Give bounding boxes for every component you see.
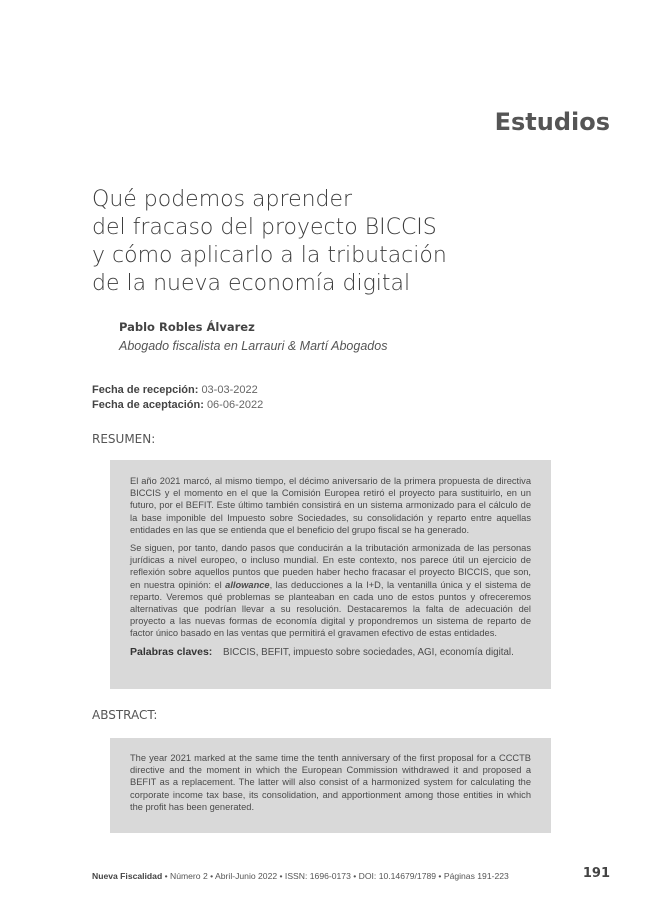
acceptance-value: 06-06-2022 [206, 399, 264, 411]
resumen-emphasis: allowance [225, 579, 270, 590]
reception-label: Fecha de recepción: [92, 384, 199, 396]
abstract-box [110, 738, 551, 833]
article-title [92, 186, 492, 298]
keywords-label: Palabras claves: [130, 645, 213, 658]
abstract-paragraph: The year 2021 marked at the same time the tenth anniversary of the first proposal for a CCCTB directive and the moment in which the European Commission withdrawed it and proposed a BEFIT as a replacement. The latter will also consist of a harmonized system for calculating the corporate income tax base, its consolidation, and apportionment among those entities in which the profit has been generated. [130, 753, 531, 812]
author-name: Pablo Robles Álvarez [119, 320, 255, 334]
dates-block [92, 383, 263, 413]
title-line: Qué podemos aprender [92, 187, 353, 212]
acceptance-date [92, 398, 263, 413]
author-affiliation: Abogado fiscalista en Larrauri & Martí Abogados [119, 339, 388, 353]
page-number: 191 [582, 866, 610, 881]
resumen-heading: RESUMEN: [92, 432, 156, 446]
title-line: y cómo aplicarlo a la tributación [92, 243, 447, 268]
resumen-box [110, 460, 551, 689]
resumen-text: Se siguen, por tanto, dando pasos que conducirán a la tributación armonizada de las personas jurídicas a nivel europeo, o incluso mundial. En este contexto, nos parece útil un ejercicio de reflexión sobre aquellos puntos que pueden haber hecho fracasar el proyecto BICCIS, que son, en nuestra opinión: el [130, 543, 531, 590]
reception-date [92, 383, 263, 398]
journal-name: Nueva Fiscalidad [92, 871, 163, 881]
acceptance-label: Fecha de aceptación: [92, 399, 204, 411]
resumen-text: , las deducciones a la I+D, la ventanilla única y el sistema de reparto. Veremos qué problemas se planteaban en cada uno de estos puntos y ofreceremos alternativas que podrían llevar a su resolución. Destacaremos la falta de adecuación del proyecto a las nuevas formas de economía digital y propondremos un sistema de reparto de factor único basado en las ventas que permitirá el gravamen efectivo de estas entidades. [130, 579, 531, 639]
abstract-heading: ABSTRACT: [92, 708, 158, 722]
journal-details: • Número 2 • Abril-Junio 2022 • ISSN: 1696-0173 • DOI: 10.14679/1789 • Páginas 191-223 [162, 871, 509, 881]
title-line: del fracaso del proyecto BICCIS [92, 215, 437, 240]
title-line: de la nueva economía digital [92, 271, 411, 296]
footer-citation [92, 871, 509, 881]
resumen-paragraph [130, 542, 531, 640]
keywords-value: BICCIS, BEFIT, impuesto sobre sociedades, AGI, economía digital. [223, 646, 514, 658]
resumen-paragraph: El año 2021 marcó, al mismo tiempo, el décimo aniversario de la primera propuesta de directiva BICCIS y el momento en el que la Comisión Europea retiró el proyecto para sustituirlo, en un futuro, por el BEFIT. Este último también consistirá en un sistema armonizado para el cálculo de la base imponible del Impuesto sobre Sociedades, su consolidación y reparto entre aquellas entidades en las que se entienda que el beneficio del grupo fiscal se ha generado. [130, 476, 531, 535]
keywords [130, 646, 531, 659]
reception-value: 03-03-2022 [201, 384, 258, 396]
section-label: Estudios [494, 108, 610, 136]
